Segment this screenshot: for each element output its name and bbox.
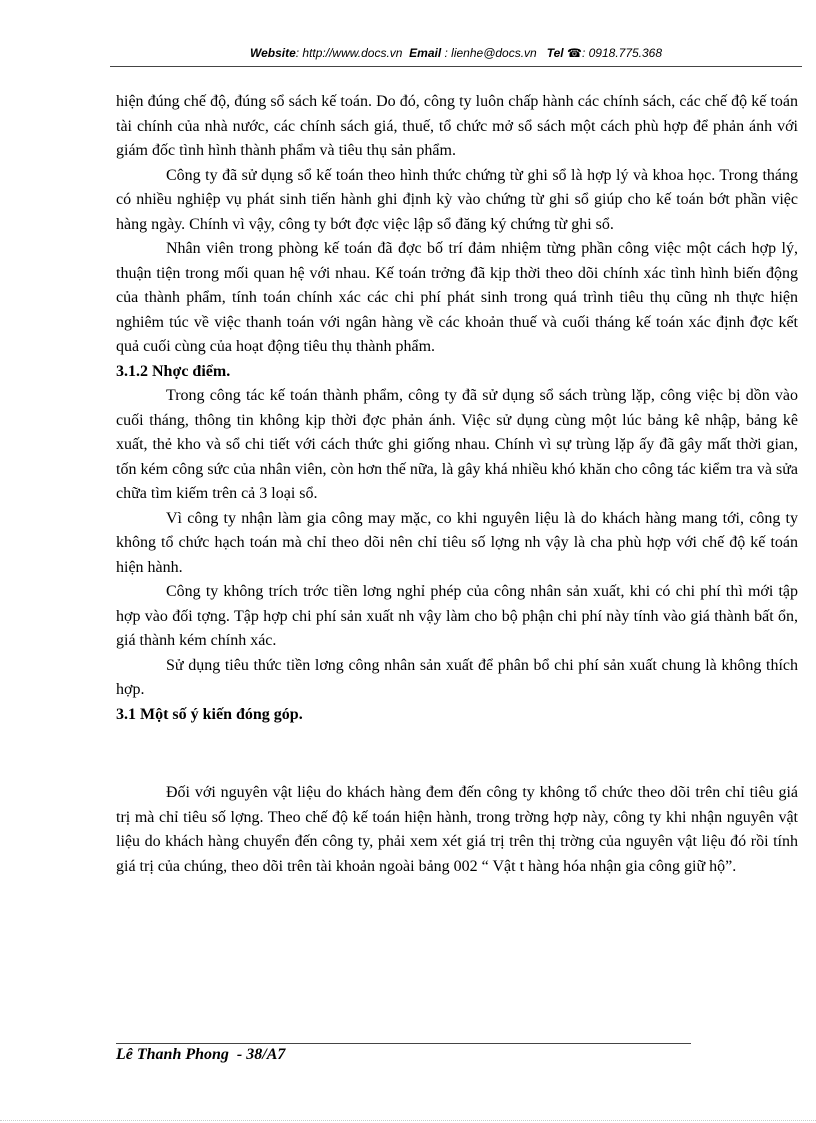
footer-divider bbox=[116, 1043, 691, 1044]
paragraph: Công ty không trích trớc tiền lơng nghỉ phép của công nhân sản xuất, khi có chi phí thì mới tập hợp vào đối tợng. Tập hợp chi phí sản xuất nh vậy làm cho bộ phận chi phí này tính vào giá thành bất ổn, giá thành kém chính xác. bbox=[116, 583, 798, 649]
website-label: Website bbox=[249, 46, 296, 60]
author-name: Lê Thanh Phong bbox=[116, 1046, 229, 1063]
website-value: : http://www.docs.vn bbox=[295, 46, 403, 60]
document-body bbox=[116, 90, 798, 879]
page-header bbox=[110, 46, 802, 60]
class-code: - 38/A7 bbox=[228, 1046, 286, 1063]
paragraph: Trong công tác kế toán thành phẩm, công ty đã sử dụng sổ sách trùng lặp, công việc bị dồn vào cuối tháng, thông tin không kịp thời đợc phản ánh. Việc sử dụng cùng một lúc bảng kê nhập, bảng kê xuất, thẻ kho và sổ chi tiết với cách thức ghi giống nhau. Chính vì sự trùng lặp ấy đã gây mất thời gian, tốn kém công sức của nhân viên, còn hơn thế nữa, là gây khá nhiều khó khăn cho công tác kiểm tra và sửa chữa tìm kiếm trên cả 3 loại sổ. bbox=[116, 387, 798, 502]
page-footer bbox=[116, 1046, 285, 1064]
paragraph: Đối với nguyên vật liệu do khách hàng đem đến công ty không tổ chức theo dõi trên chỉ tiêu giá trị mà chỉ tiêu số lợng. Theo chế độ kế toán hiện hành, trong trờng hợp này, công ty khi nhận nguyên vật liệu do khách hàng chuyển đến công ty, phải xem xét giá trị trên thị trờng của nguyên vật liệu đó rồi tính giá trị của chúng, theo dõi trên tài khoản ngoài bảng 002 “ Vật t hàng hóa nhận gia công giữ hộ”. bbox=[116, 784, 798, 875]
paragraph: Công ty đã sử dụng sổ kế toán theo hình thức chứng từ ghi sổ là hợp lý và khoa học. Trong tháng có nhiều nghiệp vụ phát sinh tiến hành ghi định kỳ vào chứng từ ghi sổ giúp cho kế toán bớt phần việc hàng ngày. Chính vì vậy, công ty bớt đợc việc lập sổ đăng ký chứng từ ghi sổ. bbox=[116, 166, 798, 233]
tel-label: Tel bbox=[546, 46, 564, 60]
page-bottom-edge bbox=[0, 1120, 816, 1121]
section-heading-suggestions: 3.1 Một số ý kiến đóng góp. bbox=[116, 705, 303, 723]
header-divider bbox=[110, 66, 802, 67]
paragraph: Vì công ty nhận làm gia công may mặc, co khi nguyên liệu là do khách hàng mang tới, công ty không tổ chức hạch toán mà chỉ theo dõi nên chỉ tiêu số lợng nh vậy là cha phù hợp với chế độ kế toán hiện hành. bbox=[116, 509, 798, 576]
tel-value: : 0918.775.368 bbox=[581, 46, 663, 60]
email-label: Email bbox=[409, 46, 442, 60]
phone-icon: ☎ bbox=[567, 46, 582, 60]
paragraph: Nhân viên trong phòng kế toán đã đợc bố trí đảm nhiệm từng phần công việc một cách hợp lý, thuận tiện trong mối quan hệ với nhau. Kế toán trởng đã kịp thời theo dõi chính xác tình hình biến động của thành phẩm, tính toán chính xác các chi phí phát sinh trong quá trình tiêu thụ cũng nh thực hiện nghiêm túc về việc thanh toán với ngân hàng về các khoản thuế và cuối tháng kế toán xác định đợc kết quả cuối cùng của hoạt động tiêu thụ thành phẩm. bbox=[116, 240, 798, 355]
spacer bbox=[116, 727, 798, 781]
paragraph: Sử dụng tiêu thức tiền lơng công nhân sản xuất để phân bổ chi phí sản xuất chung là không thích hợp. bbox=[116, 656, 798, 698]
email-value: : lienhe@docs.vn bbox=[444, 46, 537, 60]
section-heading-weaknesses: 3.1.2 Nhợc điểm. bbox=[116, 362, 231, 380]
paragraph: hiện đúng chế độ, đúng sổ sách kế toán. Do đó, công ty luôn chấp hành các chính sách, các chế độ kế toán tài chính của nhà nước, các chính sách giá, thuế, tổ chức mở sổ sách một cách phù hợp để phản ánh với giám đốc tình hình thành phẩm và tiêu thụ sản phẩm. bbox=[116, 93, 798, 159]
